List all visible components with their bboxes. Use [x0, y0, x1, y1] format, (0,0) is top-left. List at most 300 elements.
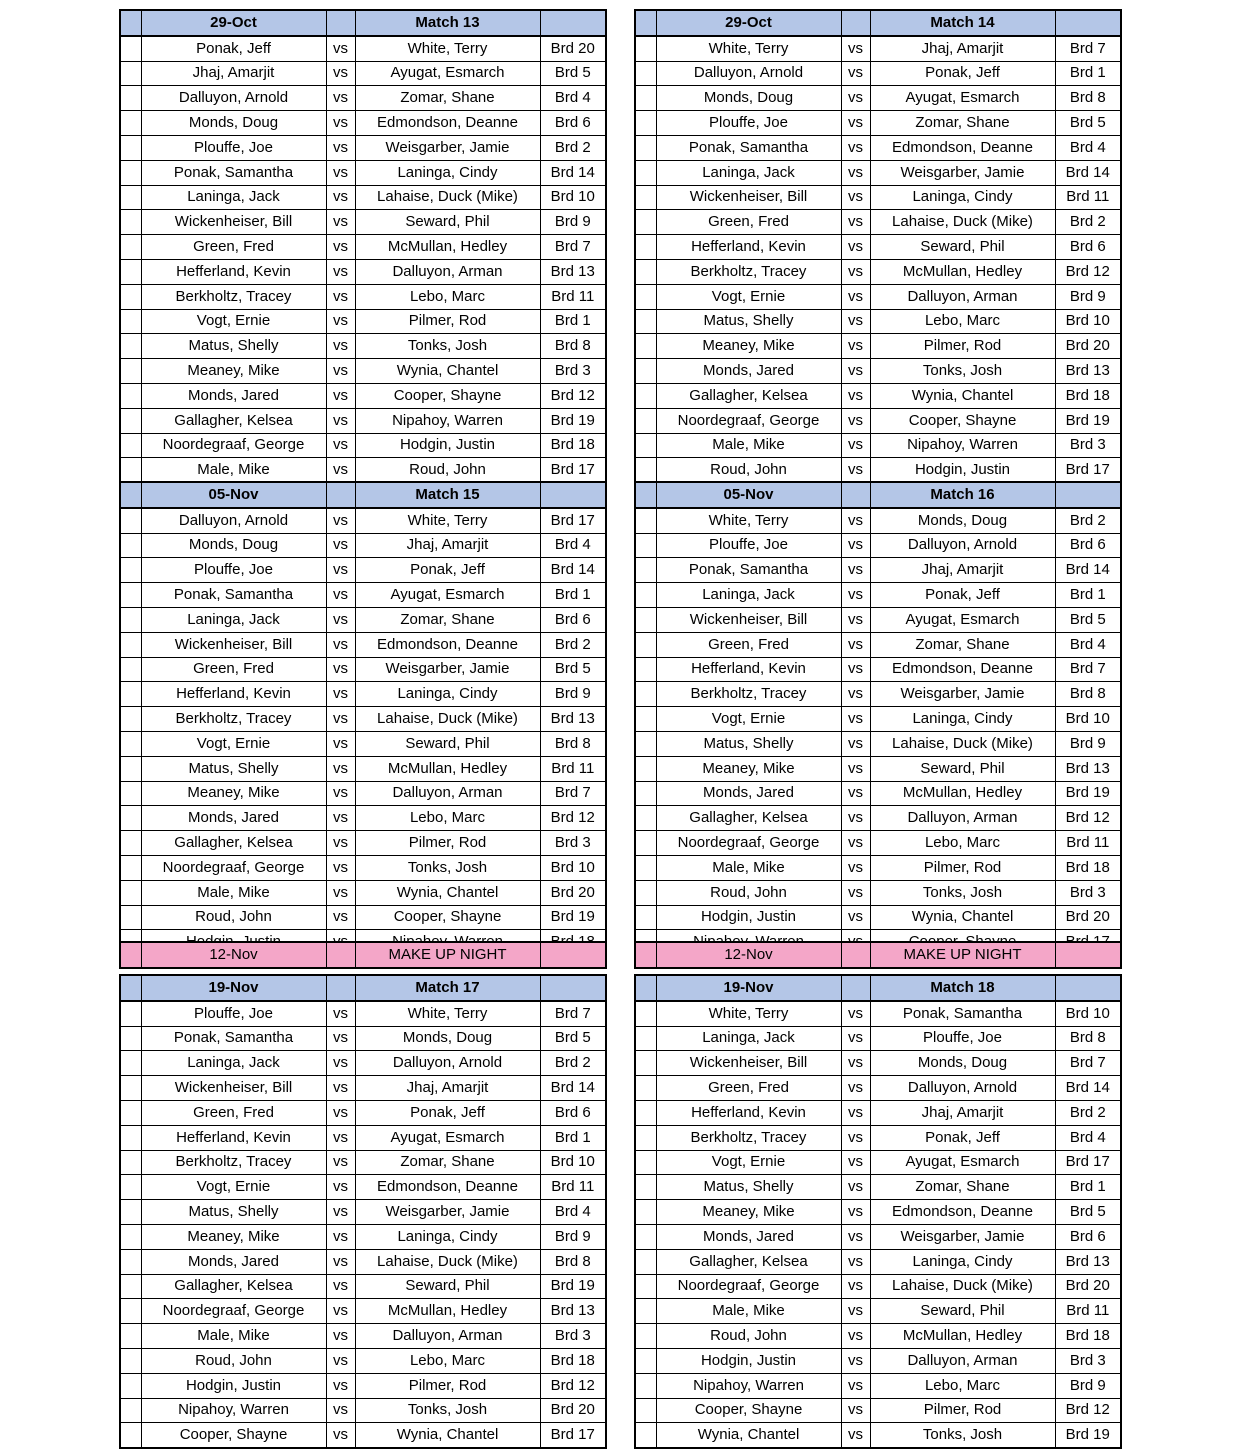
table-row: [635, 1100, 1121, 1125]
versus-label: vs: [841, 36, 870, 61]
table-row: [120, 682, 606, 707]
makeup-night-row: [119, 941, 607, 969]
player-two: Seward, Phil: [870, 235, 1055, 260]
blank-cell: [120, 1274, 141, 1299]
board-number: Brd 6: [1055, 1224, 1121, 1249]
player-one: Berkholtz, Tracey: [141, 707, 326, 732]
versus-label: vs: [841, 508, 870, 533]
player-one: Ponak, Jeff: [141, 36, 326, 61]
board-number: Brd 12: [1055, 806, 1121, 831]
makeup-date: 12-Nov: [656, 942, 841, 968]
table-row: [635, 1398, 1121, 1423]
player-two: Lebo, Marc: [355, 1348, 540, 1373]
player-one: Plouffe, Joe: [141, 135, 326, 160]
makeup-night-row: [634, 941, 1122, 969]
player-two: McMullan, Hedley: [355, 235, 540, 260]
player-two: Lebo, Marc: [355, 806, 540, 831]
player-two: Lebo, Marc: [870, 309, 1055, 334]
board-number: Brd 5: [1055, 607, 1121, 632]
player-two: White, Terry: [355, 1001, 540, 1026]
board-number: Brd 2: [1055, 1100, 1121, 1125]
player-one: Hefferland, Kevin: [656, 235, 841, 260]
blank-cell: [120, 558, 141, 583]
player-one: Meaney, Mike: [141, 1224, 326, 1249]
versus-label: vs: [326, 508, 355, 533]
table-row: [120, 36, 606, 61]
table-row: [120, 1274, 606, 1299]
table-row: [120, 831, 606, 856]
table-row: [635, 86, 1121, 111]
blank-cell: [120, 657, 141, 682]
player-two: Jhaj, Amarjit: [870, 558, 1055, 583]
board-number: Brd 7: [540, 235, 606, 260]
blank-cell: [120, 1125, 141, 1150]
blank-cell: [120, 707, 141, 732]
blank-cell: [635, 259, 656, 284]
versus-label: vs: [326, 1348, 355, 1373]
versus-label: vs: [326, 235, 355, 260]
blank-cell: [635, 210, 656, 235]
player-one: Male, Mike: [141, 1324, 326, 1349]
player-two: Ponak, Samantha: [870, 1001, 1055, 1026]
player-two: Nipahoy, Warren: [870, 433, 1055, 458]
makeup-banner: [120, 942, 606, 968]
player-one: Vogt, Ernie: [656, 1150, 841, 1175]
board-number: Brd 4: [1055, 1125, 1121, 1150]
player-one: Laninga, Jack: [141, 607, 326, 632]
player-one: Matus, Shelly: [656, 1175, 841, 1200]
blank-cell: [635, 482, 656, 508]
board-number: Brd 19: [540, 905, 606, 930]
versus-label: vs: [326, 1324, 355, 1349]
versus-label: vs: [326, 334, 355, 359]
player-two: Plouffe, Joe: [870, 1026, 1055, 1051]
player-one: Noordegraaf, George: [656, 408, 841, 433]
board-number: Brd 18: [540, 433, 606, 458]
blank-cell: [120, 975, 141, 1001]
player-one: Ponak, Samantha: [141, 160, 326, 185]
table-row: [120, 185, 606, 210]
table-row: [635, 1249, 1121, 1274]
blank-cell: [635, 1348, 656, 1373]
player-one: Meaney, Mike: [141, 781, 326, 806]
player-two: Lahaise, Duck (Mike): [355, 185, 540, 210]
player-two: Zomar, Shane: [355, 607, 540, 632]
player-one: Green, Fred: [656, 1076, 841, 1101]
versus-label: vs: [841, 284, 870, 309]
versus-label: vs: [841, 1299, 870, 1324]
table-row: [635, 806, 1121, 831]
versus-label: vs: [326, 408, 355, 433]
player-one: Ponak, Samantha: [656, 135, 841, 160]
table-row: [120, 86, 606, 111]
player-one: Wickenheiser, Bill: [141, 632, 326, 657]
table-row: [635, 880, 1121, 905]
player-one: Noordegraaf, George: [141, 1299, 326, 1324]
versus-label: vs: [326, 1249, 355, 1274]
table-row: [120, 1299, 606, 1324]
board-number: Brd 6: [540, 1100, 606, 1125]
table-row: [120, 855, 606, 880]
match-table: [634, 9, 1122, 484]
player-two: McMullan, Hedley: [355, 756, 540, 781]
player-one: Green, Fred: [141, 1100, 326, 1125]
blank-cell: [120, 583, 141, 608]
player-two: Wynia, Chantel: [870, 905, 1055, 930]
versus-label: vs: [841, 1026, 870, 1051]
blank-cell: [120, 383, 141, 408]
blank-cell: [635, 458, 656, 483]
makeup-banner: [635, 942, 1121, 968]
versus-label: vs: [841, 880, 870, 905]
player-two: Tonks, Josh: [355, 1398, 540, 1423]
blank-cell: [120, 855, 141, 880]
board-number: Brd 3: [540, 359, 606, 384]
versus-label: vs: [841, 1100, 870, 1125]
player-two: Lebo, Marc: [870, 831, 1055, 856]
board-number: Brd 10: [540, 855, 606, 880]
blank-cell: [635, 1200, 656, 1225]
table-row: [635, 458, 1121, 483]
blank-cell: [635, 831, 656, 856]
player-one: Wickenheiser, Bill: [141, 210, 326, 235]
player-two: Tonks, Josh: [870, 359, 1055, 384]
blank-cell: [120, 1324, 141, 1349]
player-one: Wickenheiser, Bill: [656, 185, 841, 210]
versus-label: vs: [841, 1125, 870, 1150]
player-one: Wickenheiser, Bill: [141, 1076, 326, 1101]
versus-label: vs: [841, 558, 870, 583]
versus-label: vs: [326, 533, 355, 558]
table-row: [120, 657, 606, 682]
blank-cell: [120, 235, 141, 260]
versus-label: vs: [841, 831, 870, 856]
blank-cell: [635, 1423, 656, 1448]
player-one: Roud, John: [141, 905, 326, 930]
player-two: Monds, Doug: [870, 508, 1055, 533]
board-number: Brd 20: [540, 36, 606, 61]
board-number: Brd 10: [1055, 309, 1121, 334]
board-number: Brd 7: [1055, 657, 1121, 682]
player-one: Berkholtz, Tracey: [656, 259, 841, 284]
player-one: Matus, Shelly: [656, 309, 841, 334]
table-row: [635, 61, 1121, 86]
match-title: Match 15: [355, 482, 540, 508]
player-two: Pilmer, Rod: [355, 309, 540, 334]
table-row: [120, 160, 606, 185]
board-number: Brd 12: [540, 806, 606, 831]
match-date: 19-Nov: [656, 975, 841, 1001]
table-row: [120, 458, 606, 483]
player-two: Monds, Doug: [355, 1026, 540, 1051]
board-number: Brd 2: [1055, 210, 1121, 235]
board-number: Brd 8: [1055, 1026, 1121, 1051]
board-number: Brd 7: [540, 1001, 606, 1026]
versus-label: vs: [841, 1274, 870, 1299]
board-number: Brd 1: [540, 1125, 606, 1150]
table-row: [120, 731, 606, 756]
player-one: Roud, John: [656, 1324, 841, 1349]
versus-label: vs: [326, 1001, 355, 1026]
player-two: Lebo, Marc: [870, 1373, 1055, 1398]
player-one: Plouffe, Joe: [656, 111, 841, 136]
table-row: [120, 1200, 606, 1225]
versus-label: vs: [326, 731, 355, 756]
table-row: [120, 1175, 606, 1200]
blank-cell: [120, 607, 141, 632]
blank-cell: [635, 135, 656, 160]
versus-label: vs: [841, 309, 870, 334]
versus-label: vs: [326, 61, 355, 86]
player-two: Tonks, Josh: [870, 880, 1055, 905]
player-two: Weisgarber, Jamie: [355, 135, 540, 160]
match-header-row: [120, 10, 606, 36]
player-one: Male, Mike: [141, 458, 326, 483]
board-number: Brd 9: [1055, 1373, 1121, 1398]
player-one: Vogt, Ernie: [656, 707, 841, 732]
blank-cell: [326, 482, 355, 508]
blank-cell: [120, 1200, 141, 1225]
blank-cell: [635, 1398, 656, 1423]
board-number: Brd 12: [1055, 1398, 1121, 1423]
table-row: [635, 1348, 1121, 1373]
versus-label: vs: [841, 383, 870, 408]
blank-cell: [1055, 10, 1121, 36]
table-row: [635, 1125, 1121, 1150]
player-two: Pilmer, Rod: [870, 1398, 1055, 1423]
board-number: Brd 8: [540, 1249, 606, 1274]
versus-label: vs: [841, 408, 870, 433]
table-row: [635, 583, 1121, 608]
board-number: Brd 9: [1055, 284, 1121, 309]
table-row: [635, 259, 1121, 284]
board-number: Brd 5: [1055, 111, 1121, 136]
board-number: Brd 13: [1055, 359, 1121, 384]
board-number: Brd 14: [1055, 1076, 1121, 1101]
table-row: [120, 210, 606, 235]
blank-cell: [635, 880, 656, 905]
player-two: Weisgarber, Jamie: [870, 160, 1055, 185]
versus-label: vs: [326, 458, 355, 483]
board-number: Brd 14: [1055, 160, 1121, 185]
player-one: Monds, Jared: [656, 1224, 841, 1249]
blank-cell: [635, 855, 656, 880]
versus-label: vs: [326, 1373, 355, 1398]
match-date: 19-Nov: [141, 975, 326, 1001]
blank-cell: [635, 975, 656, 1001]
player-two: Lahaise, Duck (Mike): [355, 707, 540, 732]
table-row: [635, 1001, 1121, 1026]
player-one: Laninga, Jack: [141, 1051, 326, 1076]
blank-cell: [841, 942, 870, 968]
player-two: Hodgin, Justin: [355, 433, 540, 458]
player-two: Dalluyon, Arman: [355, 1324, 540, 1349]
table-row: [635, 1051, 1121, 1076]
versus-label: vs: [841, 1150, 870, 1175]
board-number: Brd 11: [1055, 1299, 1121, 1324]
table-row: [635, 1423, 1121, 1448]
player-two: Lahaise, Duck (Mike): [355, 1249, 540, 1274]
board-number: Brd 13: [540, 707, 606, 732]
board-number: Brd 11: [540, 756, 606, 781]
player-two: Ayugat, Esmarch: [870, 607, 1055, 632]
player-two: Laninga, Cindy: [355, 1224, 540, 1249]
player-two: Dalluyon, Arnold: [870, 533, 1055, 558]
blank-cell: [120, 259, 141, 284]
match-header-row: [120, 482, 606, 508]
blank-cell: [635, 1224, 656, 1249]
player-one: Vogt, Ernie: [141, 731, 326, 756]
board-number: Brd 20: [1055, 1274, 1121, 1299]
table-row: [120, 508, 606, 533]
board-number: Brd 11: [1055, 831, 1121, 856]
player-two: Ayugat, Esmarch: [870, 1150, 1055, 1175]
player-two: Lebo, Marc: [355, 284, 540, 309]
blank-cell: [841, 482, 870, 508]
board-number: Brd 19: [540, 1274, 606, 1299]
table-row: [635, 1224, 1121, 1249]
match-title: Match 17: [355, 975, 540, 1001]
player-one: Berkholtz, Tracey: [141, 1150, 326, 1175]
player-two: White, Terry: [355, 508, 540, 533]
blank-cell: [120, 942, 141, 968]
versus-label: vs: [326, 1423, 355, 1448]
versus-label: vs: [326, 607, 355, 632]
table-row: [120, 359, 606, 384]
player-two: Laninga, Cindy: [355, 160, 540, 185]
player-one: Berkholtz, Tracey: [656, 682, 841, 707]
versus-label: vs: [326, 583, 355, 608]
versus-label: vs: [326, 1076, 355, 1101]
player-one: Jhaj, Amarjit: [141, 61, 326, 86]
player-one: Plouffe, Joe: [656, 533, 841, 558]
player-one: Matus, Shelly: [141, 756, 326, 781]
table-row: [635, 1324, 1121, 1349]
table-row: [635, 855, 1121, 880]
table-row: [635, 210, 1121, 235]
versus-label: vs: [326, 855, 355, 880]
player-two: Ayugat, Esmarch: [355, 1125, 540, 1150]
versus-label: vs: [326, 160, 355, 185]
board-number: Brd 19: [1055, 1423, 1121, 1448]
match-title: Match 16: [870, 482, 1055, 508]
blank-cell: [120, 682, 141, 707]
board-number: Brd 1: [1055, 583, 1121, 608]
blank-cell: [120, 482, 141, 508]
player-two: Ponak, Jeff: [870, 583, 1055, 608]
board-number: Brd 6: [540, 607, 606, 632]
blank-cell: [120, 1175, 141, 1200]
blank-cell: [120, 458, 141, 483]
player-one: Plouffe, Joe: [141, 558, 326, 583]
table-row: [635, 284, 1121, 309]
blank-cell: [635, 1051, 656, 1076]
table-row: [120, 1224, 606, 1249]
player-one: Matus, Shelly: [656, 731, 841, 756]
board-number: Brd 18: [1055, 855, 1121, 880]
board-number: Brd 8: [540, 731, 606, 756]
player-one: Meaney, Mike: [656, 334, 841, 359]
versus-label: vs: [326, 905, 355, 930]
versus-label: vs: [841, 1175, 870, 1200]
player-one: Monds, Jared: [141, 1249, 326, 1274]
board-number: Brd 12: [540, 1373, 606, 1398]
board-number: Brd 1: [540, 309, 606, 334]
versus-label: vs: [841, 781, 870, 806]
board-number: Brd 20: [1055, 334, 1121, 359]
board-number: Brd 10: [1055, 707, 1121, 732]
player-two: Edmondson, Deanne: [355, 632, 540, 657]
player-one: Laninga, Jack: [141, 185, 326, 210]
board-number: Brd 11: [1055, 185, 1121, 210]
versus-label: vs: [841, 61, 870, 86]
board-number: Brd 1: [1055, 1175, 1121, 1200]
versus-label: vs: [841, 135, 870, 160]
blank-cell: [635, 185, 656, 210]
table-row: [120, 1398, 606, 1423]
blank-cell: [635, 558, 656, 583]
versus-label: vs: [326, 111, 355, 136]
player-two: Ponak, Jeff: [870, 1125, 1055, 1150]
board-number: Brd 5: [540, 657, 606, 682]
player-two: Dalluyon, Arnold: [870, 1076, 1055, 1101]
blank-cell: [120, 1100, 141, 1125]
match-header-row: [120, 975, 606, 1001]
board-number: Brd 1: [540, 583, 606, 608]
board-number: Brd 4: [540, 533, 606, 558]
board-number: Brd 5: [540, 1026, 606, 1051]
board-number: Brd 2: [540, 1051, 606, 1076]
versus-label: vs: [841, 657, 870, 682]
blank-cell: [635, 284, 656, 309]
player-two: Edmondson, Deanne: [870, 1200, 1055, 1225]
player-one: Ponak, Samantha: [141, 583, 326, 608]
table-row: [120, 235, 606, 260]
player-two: Lahaise, Duck (Mike): [870, 210, 1055, 235]
blank-cell: [635, 1125, 656, 1150]
table-row: [120, 533, 606, 558]
board-number: Brd 8: [1055, 86, 1121, 111]
table-row: [635, 632, 1121, 657]
versus-label: vs: [841, 607, 870, 632]
table-row: [635, 657, 1121, 682]
blank-cell: [120, 334, 141, 359]
versus-label: vs: [841, 1224, 870, 1249]
versus-label: vs: [841, 1249, 870, 1274]
player-two: Pilmer, Rod: [355, 831, 540, 856]
board-number: Brd 2: [540, 135, 606, 160]
player-one: Nipahoy, Warren: [656, 1373, 841, 1398]
player-one: White, Terry: [656, 508, 841, 533]
board-number: Brd 5: [540, 61, 606, 86]
board-number: Brd 4: [1055, 632, 1121, 657]
player-one: Ponak, Samantha: [141, 1026, 326, 1051]
versus-label: vs: [326, 1274, 355, 1299]
blank-cell: [635, 111, 656, 136]
player-one: Noordegraaf, George: [656, 831, 841, 856]
blank-cell: [120, 1051, 141, 1076]
table-row: [635, 160, 1121, 185]
player-one: Green, Fred: [141, 657, 326, 682]
versus-label: vs: [326, 781, 355, 806]
player-one: Wickenheiser, Bill: [656, 1051, 841, 1076]
board-number: Brd 2: [1055, 508, 1121, 533]
board-number: Brd 8: [540, 334, 606, 359]
blank-cell: [540, 482, 606, 508]
board-number: Brd 4: [540, 86, 606, 111]
board-number: Brd 4: [540, 1200, 606, 1225]
table-row: [120, 781, 606, 806]
